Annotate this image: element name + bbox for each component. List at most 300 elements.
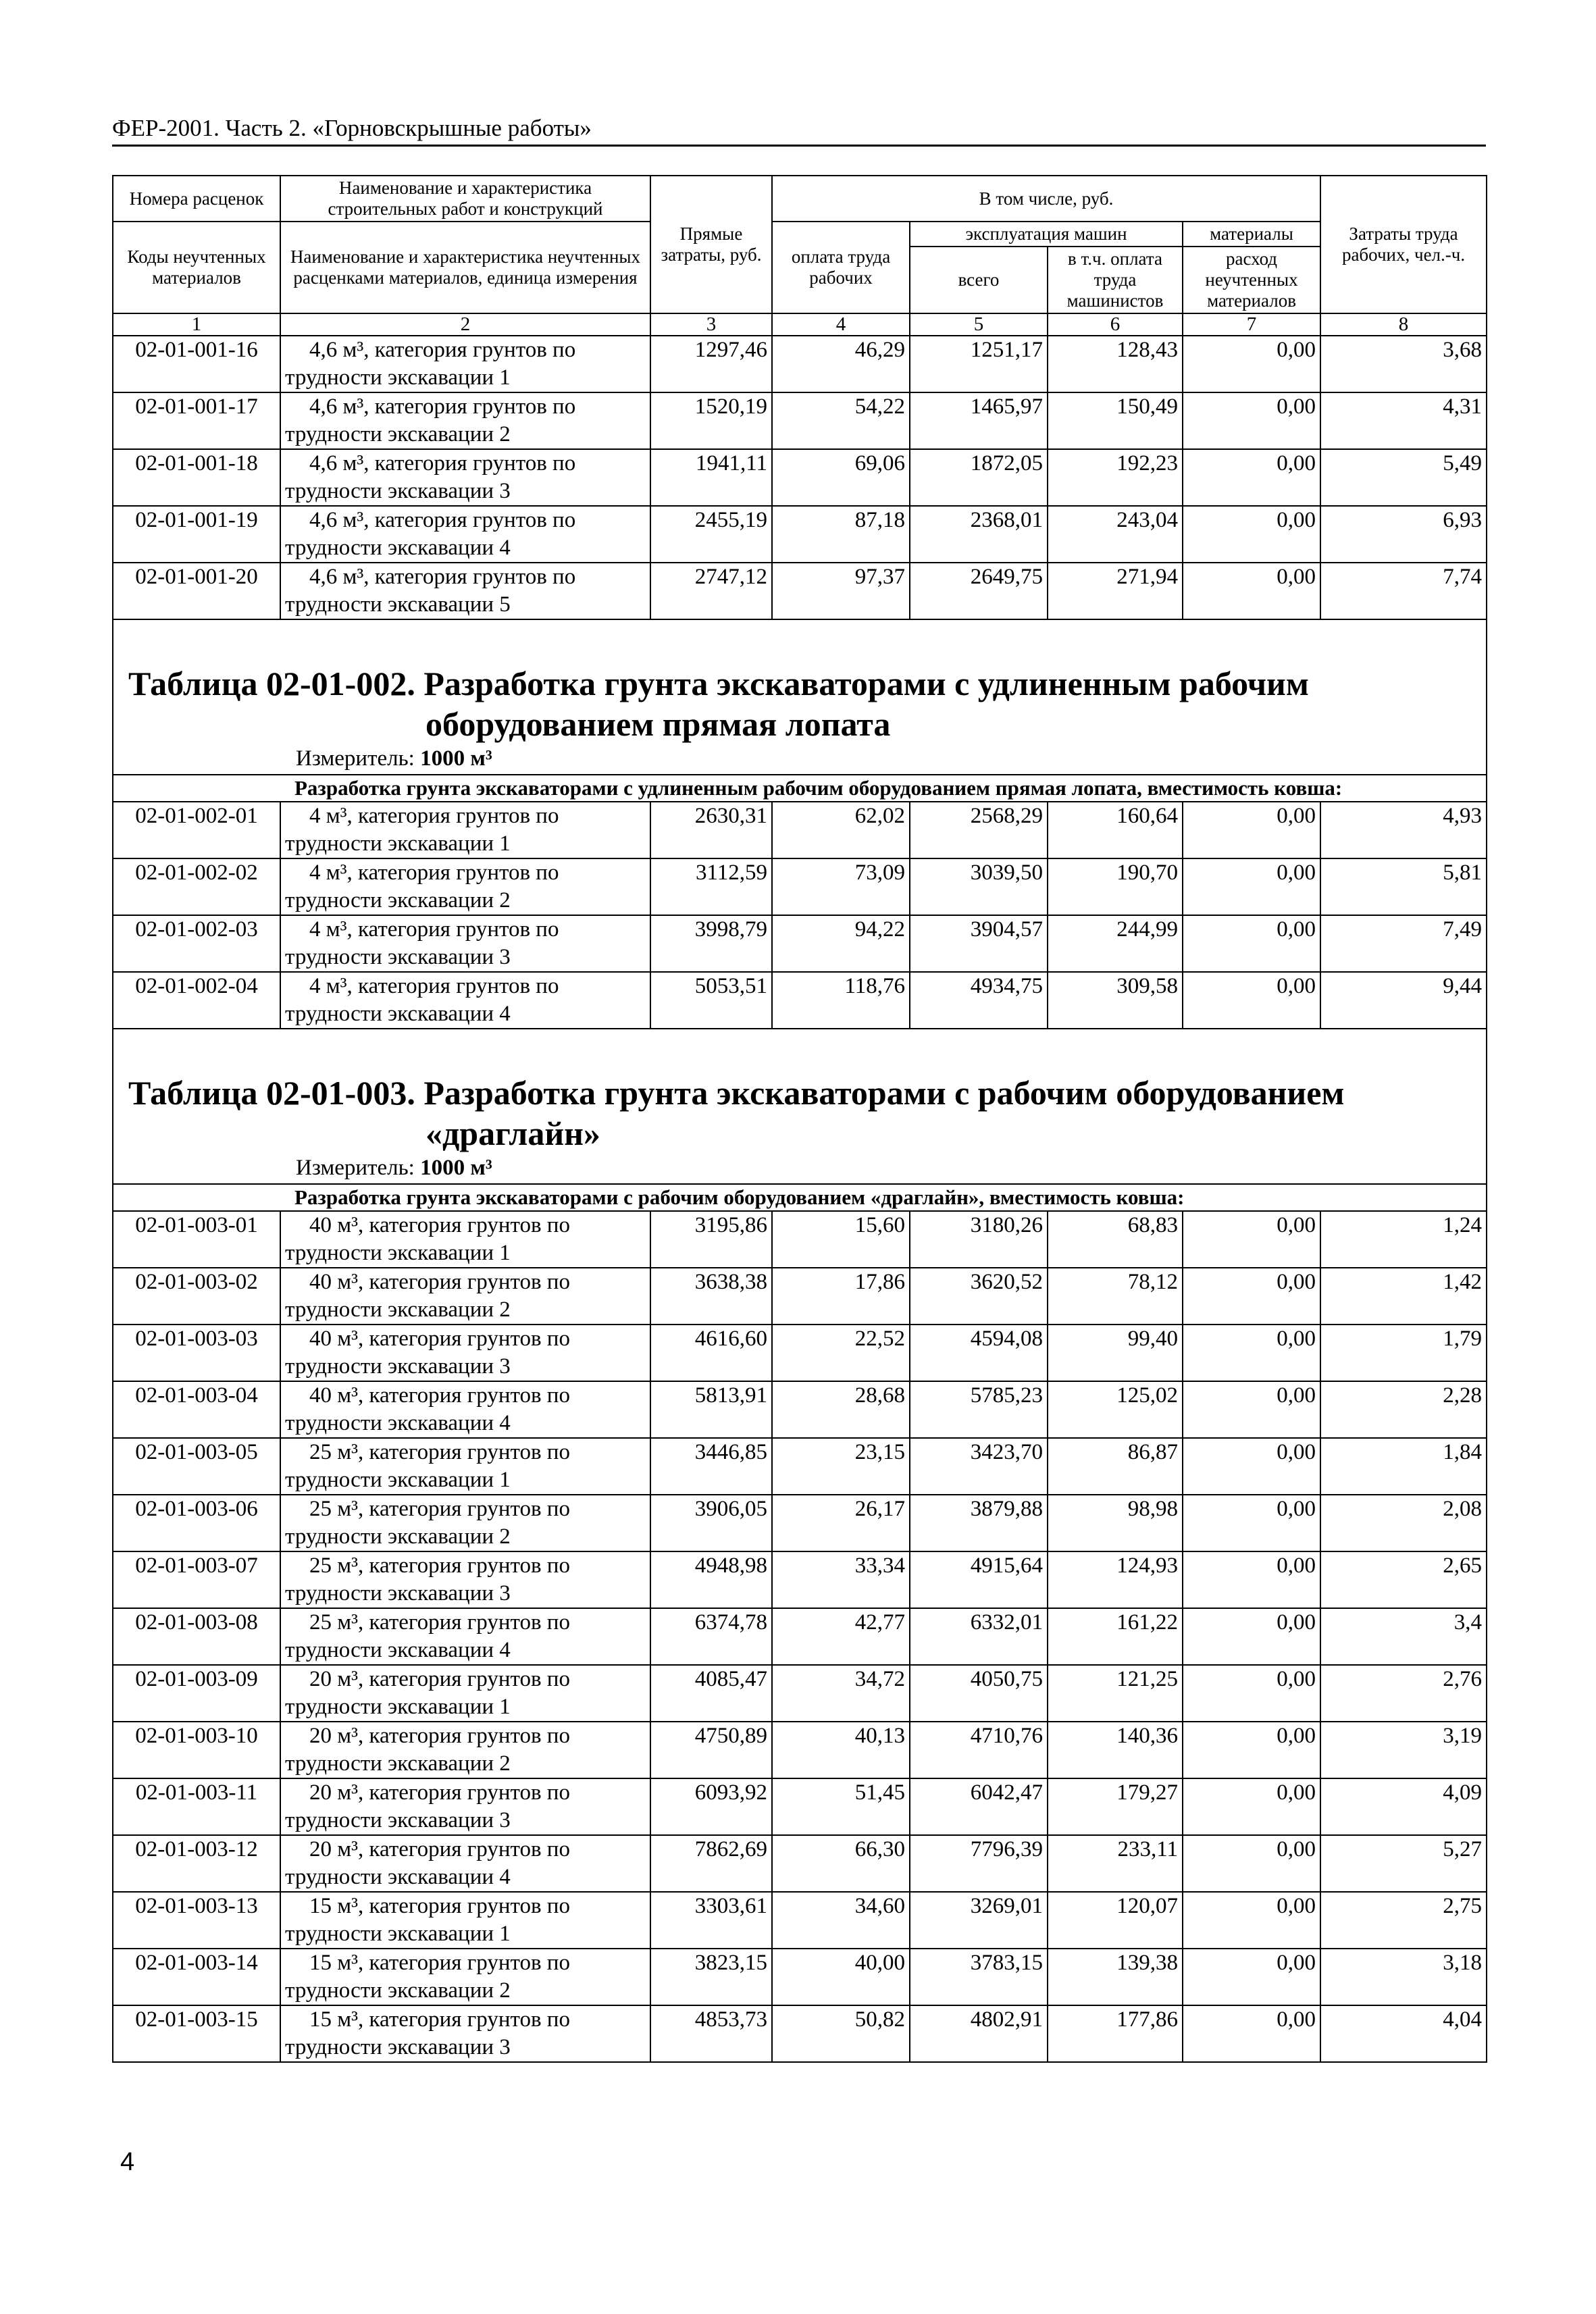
direct-cost: 1297,46 xyxy=(650,336,772,392)
labor-cost: 94,22 xyxy=(772,915,910,972)
direct-cost: 3303,61 xyxy=(650,1892,772,1949)
rate-name-line2: трудности экскавации 4 xyxy=(285,1002,511,1026)
machines-cost: 5785,23 xyxy=(910,1381,1048,1438)
rate-name-line1: 4,6 м³, категория грунтов по xyxy=(309,508,576,532)
machines-cost: 3620,52 xyxy=(910,1268,1048,1325)
rate-name-line2: трудности экскавации 4 xyxy=(285,536,511,560)
rate-code: 02-01-003-10 xyxy=(113,1722,280,1778)
table-title-line2: оборудованием прямая лопата xyxy=(426,705,891,743)
rate-code: 02-01-003-15 xyxy=(113,2005,280,2062)
table-title xyxy=(113,1070,1486,1154)
rate-code: 02-01-003-13 xyxy=(113,1892,280,1949)
direct-cost: 3446,85 xyxy=(650,1438,772,1495)
direct-cost: 1941,11 xyxy=(650,449,772,506)
machinists-cost: 99,40 xyxy=(1048,1325,1183,1381)
rate-name-line1: 4 м³, категория грунтов по xyxy=(309,974,559,998)
rate-name-line2: трудности экскавации 5 xyxy=(285,592,511,617)
rate-name xyxy=(280,858,650,915)
direct-cost: 4948,98 xyxy=(650,1551,772,1608)
machinists-cost: 120,07 xyxy=(1048,1892,1183,1949)
machines-cost: 2649,75 xyxy=(910,563,1048,619)
rate-code: 02-01-003-01 xyxy=(113,1211,280,1268)
machines-cost: 4594,08 xyxy=(910,1325,1048,1381)
materials-cost: 0,00 xyxy=(1183,1835,1320,1892)
machinists-cost: 233,11 xyxy=(1048,1835,1183,1892)
table-row xyxy=(113,506,1487,563)
table-spacer xyxy=(113,619,1487,661)
rate-name-line1: 40 м³, категория грунтов по xyxy=(309,1327,570,1351)
rate-name xyxy=(280,563,650,619)
rate-name xyxy=(280,1268,650,1325)
column-number: 2 xyxy=(280,313,650,336)
table-spacer xyxy=(113,1029,1487,1070)
materials-cost: 0,00 xyxy=(1183,1722,1320,1778)
labor-cost: 87,18 xyxy=(772,506,910,563)
table-row xyxy=(113,392,1487,449)
rate-name xyxy=(280,1949,650,2005)
section-title-cell xyxy=(113,1070,1487,1184)
rate-name-line2: трудности экскавации 4 xyxy=(285,1865,511,1889)
rate-name-line1: 4 м³, категория грунтов по xyxy=(309,860,559,885)
labor-cost: 40,13 xyxy=(772,1722,910,1778)
rate-code: 02-01-003-11 xyxy=(113,1778,280,1835)
rate-name-line2: трудности экскавации 3 xyxy=(285,2035,511,2059)
rate-name-line2: трудности экскавации 3 xyxy=(285,1354,511,1379)
rate-name-line2: трудности экскавации 3 xyxy=(285,1808,511,1832)
rate-name-line2: трудности экскавации 1 xyxy=(285,831,511,856)
labor-cost: 62,02 xyxy=(772,802,910,858)
header-machines-total: всего xyxy=(910,247,1048,313)
labor-hours: 4,09 xyxy=(1320,1778,1487,1835)
materials-cost: 0,00 xyxy=(1183,1495,1320,1551)
rate-code: 02-01-001-16 xyxy=(113,336,280,392)
rate-name xyxy=(280,1438,650,1495)
labor-cost: 28,68 xyxy=(772,1381,910,1438)
header-hours: Затраты труда рабочих, чел.-ч. xyxy=(1320,176,1487,313)
machinists-cost: 140,36 xyxy=(1048,1722,1183,1778)
rate-code: 02-01-003-07 xyxy=(113,1551,280,1608)
table-row xyxy=(113,1665,1487,1722)
labor-cost: 34,60 xyxy=(772,1892,910,1949)
materials-cost: 0,00 xyxy=(1183,506,1320,563)
rate-name-line2: трудности экскавации 2 xyxy=(285,1751,511,1776)
labor-cost: 26,17 xyxy=(772,1495,910,1551)
direct-cost: 5053,51 xyxy=(650,972,772,1029)
header-machines: эксплуатация машин xyxy=(910,222,1183,247)
rate-name-line2: трудности экскавации 1 xyxy=(285,1695,511,1719)
materials-cost: 0,00 xyxy=(1183,1211,1320,1268)
column-number: 1 xyxy=(113,313,280,336)
table-row xyxy=(113,1778,1487,1835)
materials-cost: 0,00 xyxy=(1183,392,1320,449)
labor-hours: 1,42 xyxy=(1320,1268,1487,1325)
column-number: 8 xyxy=(1320,313,1487,336)
machines-cost: 3039,50 xyxy=(910,858,1048,915)
labor-cost: 97,37 xyxy=(772,563,910,619)
machines-cost: 4915,64 xyxy=(910,1551,1048,1608)
materials-cost: 0,00 xyxy=(1183,802,1320,858)
rate-name-line1: 40 м³, категория грунтов по xyxy=(309,1270,570,1294)
machinists-cost: 125,02 xyxy=(1048,1381,1183,1438)
labor-hours: 7,74 xyxy=(1320,563,1487,619)
labor-cost: 17,86 xyxy=(772,1268,910,1325)
materials-cost: 0,00 xyxy=(1183,1268,1320,1325)
rate-name-line2: трудности экскавации 1 xyxy=(285,1468,511,1492)
labor-cost: 54,22 xyxy=(772,392,910,449)
rate-code: 02-01-003-06 xyxy=(113,1495,280,1551)
labor-hours: 5,81 xyxy=(1320,858,1487,915)
rate-name xyxy=(280,1551,650,1608)
table-row xyxy=(113,1608,1487,1665)
table-row xyxy=(113,2005,1487,2062)
direct-cost: 6374,78 xyxy=(650,1608,772,1665)
labor-cost: 34,72 xyxy=(772,1665,910,1722)
labor-hours: 3,4 xyxy=(1320,1608,1487,1665)
rate-name-line1: 4,6 м³, категория грунтов по xyxy=(309,394,576,419)
materials-cost: 0,00 xyxy=(1183,972,1320,1029)
table-row xyxy=(113,1325,1487,1381)
labor-hours: 2,08 xyxy=(1320,1495,1487,1551)
rate-name xyxy=(280,1722,650,1778)
machinists-cost: 128,43 xyxy=(1048,336,1183,392)
rate-code: 02-01-003-09 xyxy=(113,1665,280,1722)
machines-cost: 3904,57 xyxy=(910,915,1048,972)
table-row xyxy=(113,336,1487,392)
rate-code: 02-01-001-18 xyxy=(113,449,280,506)
machinists-cost: 177,86 xyxy=(1048,2005,1183,2062)
direct-cost: 4616,60 xyxy=(650,1325,772,1381)
machines-cost: 1465,97 xyxy=(910,392,1048,449)
rate-name-line2: трудности экскавации 3 xyxy=(285,479,511,503)
materials-cost: 0,00 xyxy=(1183,1892,1320,1949)
table-row xyxy=(113,1381,1487,1438)
machines-cost: 4710,76 xyxy=(910,1722,1048,1778)
machines-cost: 4802,91 xyxy=(910,2005,1048,2062)
direct-cost: 2455,19 xyxy=(650,506,772,563)
direct-cost: 3195,86 xyxy=(650,1211,772,1268)
labor-hours: 2,28 xyxy=(1320,1381,1487,1438)
materials-cost: 0,00 xyxy=(1183,1438,1320,1495)
machinists-cost: 86,87 xyxy=(1048,1438,1183,1495)
rate-code: 02-01-003-14 xyxy=(113,1949,280,2005)
rate-name xyxy=(280,336,650,392)
header-materials-use: расход неучтенных материалов xyxy=(1183,247,1320,313)
labor-hours: 1,79 xyxy=(1320,1325,1487,1381)
measure-label: Измеритель: xyxy=(296,1156,415,1180)
measure-line xyxy=(113,744,1486,774)
machinists-cost: 161,22 xyxy=(1048,1608,1183,1665)
document-header: ФЕР-2001. Часть 2. «Горновскрышные работы» xyxy=(112,113,1486,147)
rate-code: 02-01-003-12 xyxy=(113,1835,280,1892)
column-number: 7 xyxy=(1183,313,1320,336)
direct-cost: 7862,69 xyxy=(650,1835,772,1892)
header-code-top: Номера расценок xyxy=(113,176,280,222)
rate-name xyxy=(280,972,650,1029)
rate-name-line2: трудности экскавации 3 xyxy=(285,945,511,969)
labor-hours: 4,31 xyxy=(1320,392,1487,449)
direct-cost: 5813,91 xyxy=(650,1381,772,1438)
table-row xyxy=(113,1211,1487,1268)
materials-cost: 0,00 xyxy=(1183,1551,1320,1608)
group-heading: Разработка грунта экскаваторами с удлиненным рабочим оборудованием прямая лопата, вместимость ковша: xyxy=(113,775,1487,802)
group-row xyxy=(113,775,1487,802)
machinists-cost: 243,04 xyxy=(1048,506,1183,563)
table-title-line1: Таблица 02-01-002. Разработка грунта экскаваторами с удлиненным рабочим xyxy=(128,665,1309,702)
rate-name xyxy=(280,449,650,506)
section-title-row xyxy=(113,661,1487,775)
table-row xyxy=(113,1949,1487,2005)
table-title xyxy=(113,661,1486,744)
machinists-cost: 309,58 xyxy=(1048,972,1183,1029)
rate-code: 02-01-002-04 xyxy=(113,972,280,1029)
rate-code: 02-01-003-02 xyxy=(113,1268,280,1325)
machines-cost: 3269,01 xyxy=(910,1892,1048,1949)
materials-cost: 0,00 xyxy=(1183,858,1320,915)
rate-name-line2: трудности экскавации 3 xyxy=(285,1581,511,1605)
labor-cost: 46,29 xyxy=(772,336,910,392)
table-title-line2: «драглайн» xyxy=(426,1114,600,1152)
rate-name xyxy=(280,802,650,858)
rate-name-line1: 20 м³, категория грунтов по xyxy=(309,1724,570,1748)
rate-code: 02-01-003-04 xyxy=(113,1381,280,1438)
direct-cost: 3998,79 xyxy=(650,915,772,972)
labor-hours: 7,49 xyxy=(1320,915,1487,972)
rate-code: 02-01-003-08 xyxy=(113,1608,280,1665)
machines-cost: 7796,39 xyxy=(910,1835,1048,1892)
rate-name xyxy=(280,1381,650,1438)
direct-cost: 2630,31 xyxy=(650,802,772,858)
rate-name-line1: 4,6 м³, категория грунтов по xyxy=(309,451,576,475)
labor-hours: 5,49 xyxy=(1320,449,1487,506)
materials-cost: 0,00 xyxy=(1183,2005,1320,2062)
header-incl: В том числе, руб. xyxy=(772,176,1320,222)
rate-name-line2: трудности экскавации 2 xyxy=(285,422,511,446)
header-code-bottom: Коды неучтенных материалов xyxy=(113,222,280,313)
rate-name-line1: 40 м³, категория грунтов по xyxy=(309,1213,570,1237)
machines-cost: 4050,75 xyxy=(910,1665,1048,1722)
rate-code: 02-01-001-17 xyxy=(113,392,280,449)
table-row xyxy=(113,1722,1487,1778)
rate-name xyxy=(280,1495,650,1551)
column-number: 3 xyxy=(650,313,772,336)
header-labor: оплата труда рабочих xyxy=(772,222,910,313)
labor-hours: 3,19 xyxy=(1320,1722,1487,1778)
direct-cost: 3906,05 xyxy=(650,1495,772,1551)
labor-cost: 50,82 xyxy=(772,2005,910,2062)
machinists-cost: 190,70 xyxy=(1048,858,1183,915)
rate-name-line1: 40 м³, категория грунтов по xyxy=(309,1383,570,1408)
machinists-cost: 78,12 xyxy=(1048,1268,1183,1325)
rate-name-line1: 25 м³, категория грунтов по xyxy=(309,1440,570,1464)
table-row xyxy=(113,1438,1487,1495)
labor-hours: 3,68 xyxy=(1320,336,1487,392)
rate-name-line2: трудности экскавации 4 xyxy=(285,1638,511,1662)
labor-hours: 4,04 xyxy=(1320,2005,1487,2062)
rate-name xyxy=(280,1211,650,1268)
labor-hours: 1,84 xyxy=(1320,1438,1487,1495)
rate-name-line2: трудности экскавации 1 xyxy=(285,365,511,390)
materials-cost: 0,00 xyxy=(1183,563,1320,619)
measure-value: 1000 м³ xyxy=(420,746,492,771)
direct-cost: 3638,38 xyxy=(650,1268,772,1325)
rate-name xyxy=(280,506,650,563)
table-row xyxy=(113,858,1487,915)
machinists-cost: 121,25 xyxy=(1048,1665,1183,1722)
rate-name-line1: 4,6 м³, категория грунтов по xyxy=(309,338,576,362)
section-title-cell xyxy=(113,661,1487,775)
table-row xyxy=(113,802,1487,858)
labor-hours: 1,24 xyxy=(1320,1211,1487,1268)
measure-label: Измеритель: xyxy=(296,746,415,771)
rate-name-line2: трудности экскавации 2 xyxy=(285,1524,511,1549)
machines-cost: 6042,47 xyxy=(910,1778,1048,1835)
direct-cost: 4085,47 xyxy=(650,1665,772,1722)
direct-cost: 3823,15 xyxy=(650,1949,772,2005)
rate-name-line1: 4 м³, категория грунтов по xyxy=(309,804,559,828)
labor-hours: 5,27 xyxy=(1320,1835,1487,1892)
rate-name xyxy=(280,1835,650,1892)
rate-name-line1: 20 м³, категория грунтов по xyxy=(309,1837,570,1861)
spacer-cell xyxy=(113,619,1487,661)
labor-hours: 2,65 xyxy=(1320,1551,1487,1608)
header-name-bottom: Наименование и характеристика неучтенных расценками материалов, единица измерения xyxy=(280,222,650,313)
direct-cost: 2747,12 xyxy=(650,563,772,619)
rate-name-line2: трудности экскавации 4 xyxy=(285,1411,511,1435)
labor-hours: 9,44 xyxy=(1320,972,1487,1029)
direct-cost: 4853,73 xyxy=(650,2005,772,2062)
rate-name-line1: 20 м³, категория грунтов по xyxy=(309,1780,570,1805)
machinists-cost: 139,38 xyxy=(1048,1949,1183,2005)
rate-name xyxy=(280,2005,650,2062)
machinists-cost: 244,99 xyxy=(1048,915,1183,972)
machinists-cost: 124,93 xyxy=(1048,1551,1183,1608)
materials-cost: 0,00 xyxy=(1183,1778,1320,1835)
section-title-row xyxy=(113,1070,1487,1184)
rate-name-line1: 25 м³, категория грунтов по xyxy=(309,1553,570,1578)
rate-name-line1: 4,6 м³, категория грунтов по xyxy=(309,565,576,589)
labor-cost: 42,77 xyxy=(772,1608,910,1665)
header-name-top: Наименование и характеристика строительных работ и конструкций xyxy=(280,176,650,222)
labor-hours: 4,93 xyxy=(1320,802,1487,858)
rate-name xyxy=(280,1892,650,1949)
header-materials: материалы xyxy=(1183,222,1320,247)
direct-cost: 1520,19 xyxy=(650,392,772,449)
table-row xyxy=(113,449,1487,506)
machines-cost: 4934,75 xyxy=(910,972,1048,1029)
rate-name-line1: 4 м³, категория грунтов по xyxy=(309,917,559,942)
rate-name-line1: 15 м³, категория грунтов по xyxy=(309,1894,570,1918)
measure-line xyxy=(113,1154,1486,1183)
page-number: 4 xyxy=(120,2148,135,2176)
rate-name-line1: 15 м³, категория грунтов по xyxy=(309,1951,570,1975)
machines-cost: 3783,15 xyxy=(910,1949,1048,2005)
materials-cost: 0,00 xyxy=(1183,1381,1320,1438)
machinists-cost: 160,64 xyxy=(1048,802,1183,858)
materials-cost: 0,00 xyxy=(1183,336,1320,392)
labor-cost: 69,06 xyxy=(772,449,910,506)
rate-name xyxy=(280,1608,650,1665)
rate-name xyxy=(280,915,650,972)
labor-cost: 22,52 xyxy=(772,1325,910,1381)
measure-value: 1000 м³ xyxy=(420,1156,492,1180)
rate-name xyxy=(280,1778,650,1835)
table-row xyxy=(113,1495,1487,1551)
group-heading: Разработка грунта экскаваторами с рабочим оборудованием «драглайн», вместимость ковша: xyxy=(113,1184,1487,1211)
labor-cost: 15,60 xyxy=(772,1211,910,1268)
machinists-cost: 179,27 xyxy=(1048,1778,1183,1835)
table-row xyxy=(113,1551,1487,1608)
table-row xyxy=(113,1835,1487,1892)
rate-name-line1: 25 м³, категория грунтов по xyxy=(309,1610,570,1635)
machines-cost: 6332,01 xyxy=(910,1608,1048,1665)
table-row xyxy=(113,972,1487,1029)
column-number: 5 xyxy=(910,313,1048,336)
materials-cost: 0,00 xyxy=(1183,1949,1320,2005)
group-row xyxy=(113,1184,1487,1211)
rate-code: 02-01-001-19 xyxy=(113,506,280,563)
rate-name-line2: трудности экскавации 2 xyxy=(285,888,511,912)
rate-name-line1: 20 м³, категория грунтов по xyxy=(309,1667,570,1691)
labor-hours: 2,75 xyxy=(1320,1892,1487,1949)
table-title-line1: Таблица 02-01-003. Разработка грунта экскаваторами с рабочим оборудованием xyxy=(128,1074,1345,1112)
machinists-cost: 271,94 xyxy=(1048,563,1183,619)
machines-cost: 3180,26 xyxy=(910,1211,1048,1268)
rate-code: 02-01-002-03 xyxy=(113,915,280,972)
labor-hours: 2,76 xyxy=(1320,1665,1487,1722)
labor-cost: 118,76 xyxy=(772,972,910,1029)
labor-cost: 40,00 xyxy=(772,1949,910,2005)
rate-name xyxy=(280,392,650,449)
column-number: 4 xyxy=(772,313,910,336)
header-machinists: в т.ч. оплата труда машинистов xyxy=(1048,247,1183,313)
labor-cost: 51,45 xyxy=(772,1778,910,1835)
rate-name-line2: трудности экскавации 2 xyxy=(285,1978,511,2003)
machines-cost: 3879,88 xyxy=(910,1495,1048,1551)
rate-name-line2: трудности экскавации 2 xyxy=(285,1297,511,1322)
rate-code: 02-01-001-20 xyxy=(113,563,280,619)
column-number: 6 xyxy=(1048,313,1183,336)
machines-cost: 2568,29 xyxy=(910,802,1048,858)
table-row xyxy=(113,1892,1487,1949)
labor-cost: 73,09 xyxy=(772,858,910,915)
header-direct: Прямые затраты, руб. xyxy=(650,176,772,313)
rate-name xyxy=(280,1665,650,1722)
rates-table xyxy=(112,175,1487,2063)
rate-name-line1: 15 м³, категория грунтов по xyxy=(309,2007,570,2032)
materials-cost: 0,00 xyxy=(1183,1325,1320,1381)
materials-cost: 0,00 xyxy=(1183,1665,1320,1722)
labor-hours: 3,18 xyxy=(1320,1949,1487,2005)
materials-cost: 0,00 xyxy=(1183,1608,1320,1665)
rate-code: 02-01-003-03 xyxy=(113,1325,280,1381)
machines-cost: 1872,05 xyxy=(910,449,1048,506)
rate-name-line2: трудности экскавации 1 xyxy=(285,1241,511,1265)
direct-cost: 3112,59 xyxy=(650,858,772,915)
labor-hours: 6,93 xyxy=(1320,506,1487,563)
table-row xyxy=(113,563,1487,619)
direct-cost: 4750,89 xyxy=(650,1722,772,1778)
table-row xyxy=(113,915,1487,972)
table-row xyxy=(113,1268,1487,1325)
machinists-cost: 98,98 xyxy=(1048,1495,1183,1551)
rate-name-line2: трудности экскавации 1 xyxy=(285,1922,511,1946)
rate-code: 02-01-002-01 xyxy=(113,802,280,858)
materials-cost: 0,00 xyxy=(1183,915,1320,972)
machinists-cost: 150,49 xyxy=(1048,392,1183,449)
direct-cost: 6093,92 xyxy=(650,1778,772,1835)
rate-code: 02-01-003-05 xyxy=(113,1438,280,1495)
machines-cost: 2368,01 xyxy=(910,506,1048,563)
